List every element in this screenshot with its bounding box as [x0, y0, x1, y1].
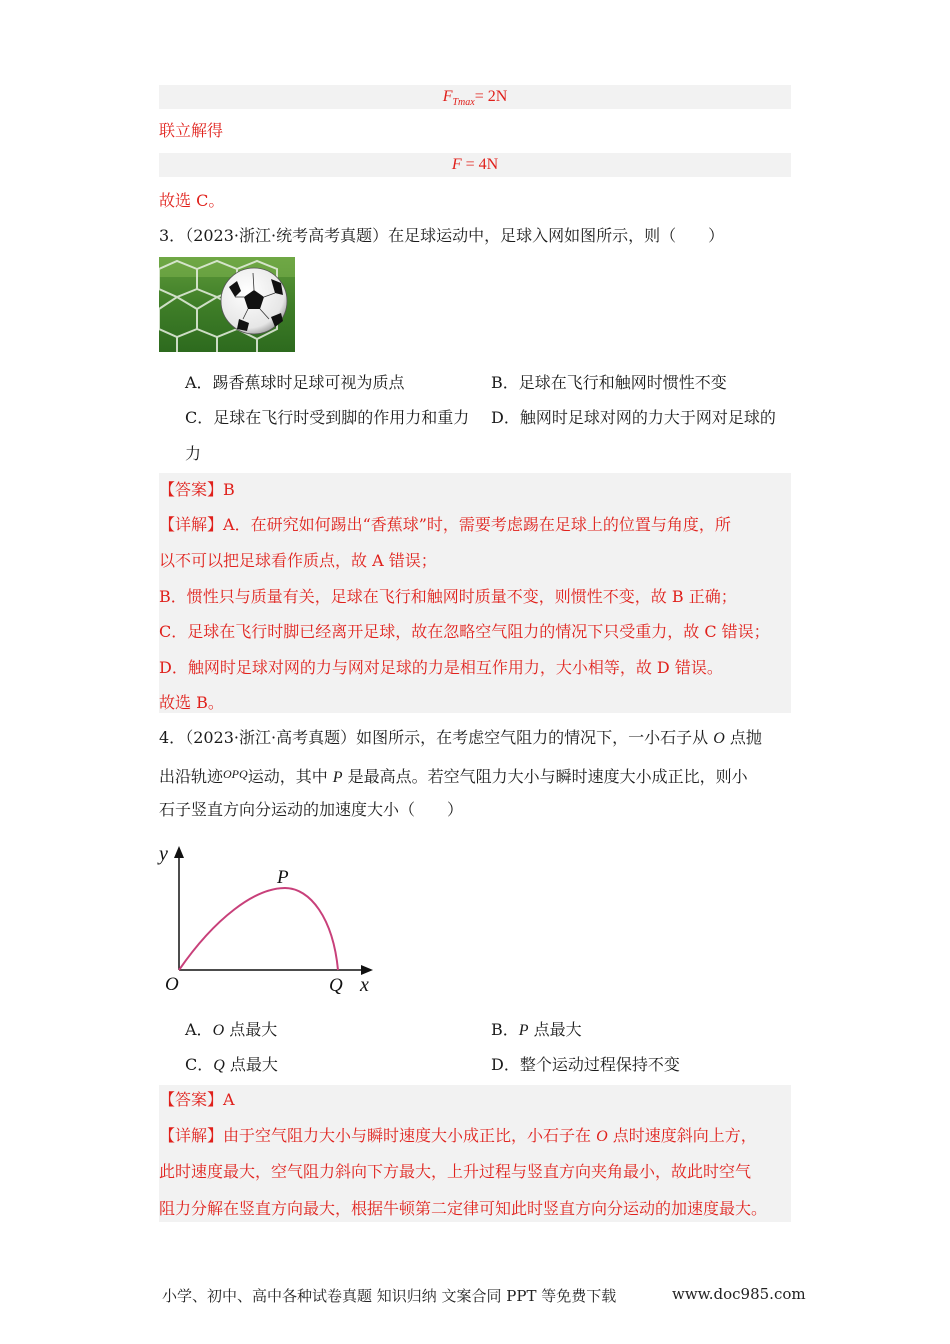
q4-stem-line1: [159, 728, 762, 749]
q4-text: 运动，其中: [247, 767, 333, 786]
label-x: x: [360, 974, 369, 996]
detail-text: 由于空气阻力大小与瞬时速度大小成正比，小石子在: [223, 1126, 597, 1145]
label-o: O: [165, 974, 179, 995]
answer-value: B: [223, 480, 235, 499]
detail-text: A．在研究如何踢出“香蕉球”时，需要考虑踢在足球上的位置与角度，所: [223, 515, 731, 534]
q4-option-a: [185, 1020, 277, 1041]
q3-detail-line: D．触网时足球对网的力与网对足球的力是相互作用力，大小相等，故 D 错误。: [159, 658, 723, 677]
answer-tag: 【答案】: [159, 480, 224, 499]
option-var: P: [518, 1022, 529, 1039]
q4-stem-line2: [159, 764, 748, 788]
q4-path-opq: OPQ: [223, 767, 248, 781]
detail-var-o: O: [596, 1128, 608, 1145]
q3-number: 3．: [159, 226, 186, 245]
q4-source: （2023·浙江·高考真题）: [185, 728, 357, 747]
y-axis-arrow: [174, 846, 184, 858]
q4-var-p: P: [332, 769, 343, 786]
soccer-net-photo: [159, 257, 295, 352]
label-p: P: [277, 867, 289, 888]
option-letter: C．: [185, 1055, 214, 1074]
option-letter: B．: [491, 1020, 519, 1039]
q3-option-d: D．触网时足球对网的力大于网对足球的: [491, 408, 776, 427]
option-text: 点最大: [224, 1020, 278, 1039]
label-q: Q: [329, 975, 343, 996]
q4-detail-line: 阻力分解在竖直方向最大，根据牛顿第二定律可知此时竖直方向分运动的加速度最大。: [159, 1199, 768, 1218]
q3-detail-line: [159, 515, 731, 535]
q4-text: 是最高点。若空气阻力大小与瞬时速度大小成正比，则小: [342, 767, 748, 786]
q3-option-c: C．足球在飞行时受到脚的作用力和重力: [185, 408, 470, 427]
equation-ftmax: [159, 85, 791, 109]
q3-detail-line: 以不可以把足球看作质点，故 A 错误；: [159, 551, 437, 570]
eq-symbol: F: [442, 88, 453, 105]
option-var: O: [212, 1022, 225, 1039]
q4-text: 如图所示，在考虑空气阻力的情况下，一小石子从: [356, 728, 714, 747]
label-y: y: [159, 843, 168, 865]
q3-source: （2023·浙江·统考高考真题）: [185, 226, 389, 245]
q3-detail-line: B．惯性只与质量有关，足球在飞行和触网时质量不变，则惯性不变，故 B 正确；: [159, 587, 737, 606]
q4-var-o: O: [713, 730, 725, 747]
q3-stem: [159, 226, 724, 246]
footer-text: 小学、初中、高中各种试卷真题 知识归纳 文案合同 PPT 等免费下载: [162, 1287, 617, 1305]
trajectory-curve: [179, 888, 338, 970]
choose-text: 故选 C。: [159, 191, 225, 210]
q3-detail-line: C．足球在飞行时脚已经离开足球，故在忽略空气阻力的情况下只受重力，故 C 错误；: [159, 622, 770, 641]
q3-option-d-continued: 力: [185, 444, 202, 463]
q4-text: 出沿轨迹: [159, 767, 224, 786]
answer-tag: 【答案】: [159, 1090, 224, 1109]
detail-text: 点时速度斜向上方，: [607, 1126, 757, 1145]
q3-detail-line: 故选 B。: [159, 693, 224, 712]
eq-subscript: Tmax: [452, 97, 475, 109]
q4-detail-line: 此时速度最大，空气阻力斜向下方最大，上升过程与竖直方向夹角最小，故此时空气: [159, 1162, 752, 1181]
q4-option-b: [491, 1020, 582, 1041]
option-text: 点最大: [528, 1020, 582, 1039]
q4-option-c: [185, 1055, 278, 1076]
option-var: Q: [213, 1057, 225, 1074]
detail-tag: 【详解】: [159, 1126, 224, 1145]
eq-value: = 2N: [474, 88, 508, 105]
answer-value: A: [223, 1090, 235, 1109]
option-letter: A．: [185, 1020, 213, 1039]
q4-text: 点抛: [724, 728, 762, 747]
eq-value: = 4N: [461, 156, 499, 173]
trajectory-figure: [155, 838, 385, 998]
joint-solve-text: 联立解得: [159, 121, 224, 140]
q4-answer: [159, 1090, 235, 1110]
equation-f: [159, 153, 791, 177]
detail-tag: 【详解】: [159, 515, 224, 534]
q4-stem-line3: 石子竖直方向分运动的加速度大小（ ）: [159, 800, 464, 819]
q4-option-d: D．整个运动过程保持不变: [491, 1055, 680, 1074]
eq-symbol: F: [451, 156, 462, 173]
option-text: 点最大: [224, 1055, 278, 1074]
q4-number: 4．: [159, 728, 186, 747]
q3-question: 在足球运动中，足球入网如图所示，则（ ）: [388, 226, 725, 245]
q3-option-b: B．足球在飞行和触网时惯性不变: [491, 373, 727, 392]
q3-answer: [159, 480, 235, 500]
q4-detail-line: [159, 1126, 757, 1147]
footer-url[interactable]: www.doc985.com: [672, 1285, 806, 1303]
q3-option-a: A．踢香蕉球时足球可视为质点: [185, 373, 405, 392]
